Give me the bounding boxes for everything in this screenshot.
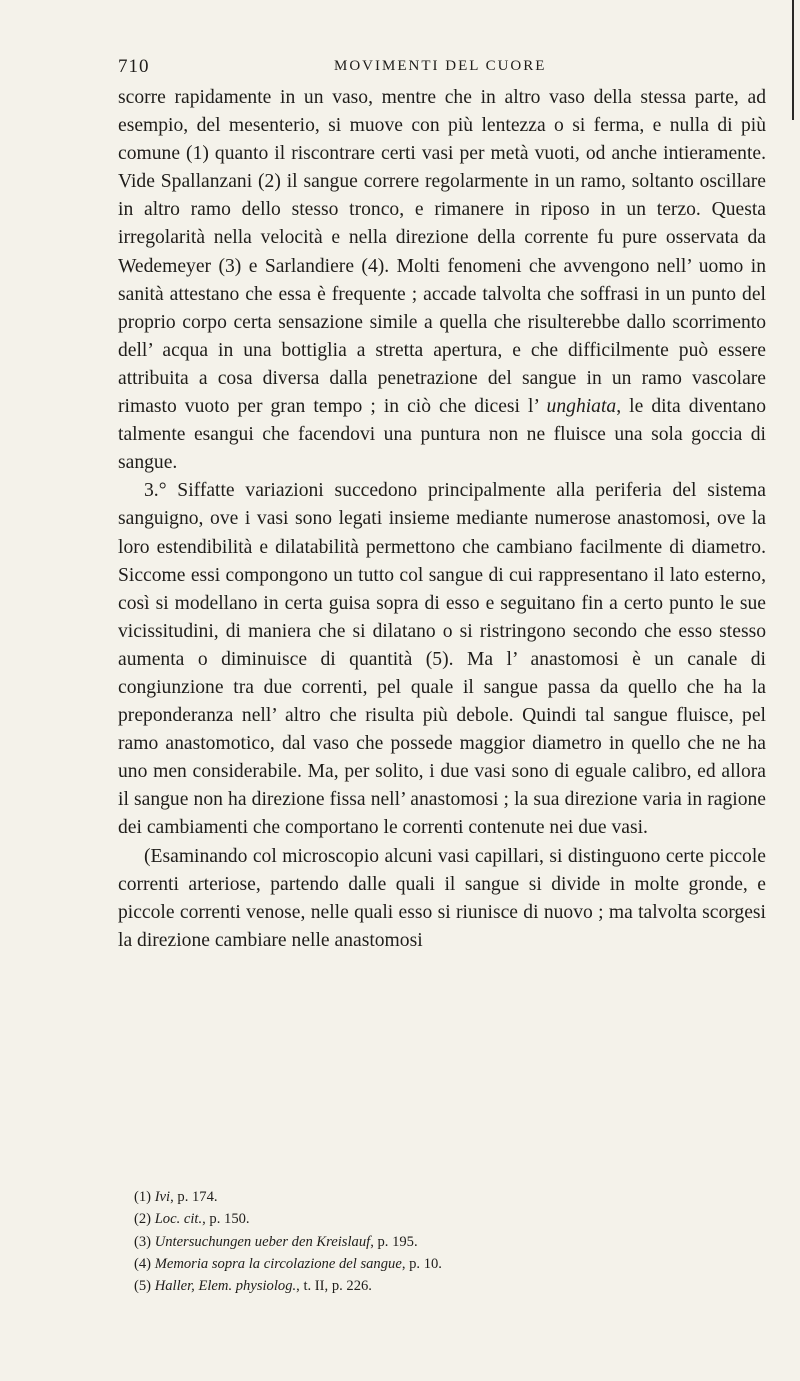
footnote-page: , p. 150. (202, 1211, 250, 1228)
page-number: 710 (118, 56, 150, 77)
footnote-page: , t. II, p. 226. (296, 1278, 372, 1295)
paragraph-observation: (Esaminando col microscopio alcuni vasi capillari, si distinguono certe piccole correnti arteriose, partendo dalle quali il sangue si divide in molte gronde, e piccole correnti venose, nelle quali esso si riunisce di nuovo ; ma talvolta scorgesi la direzione cambiare nelle anastomosi (118, 845, 766, 951)
footnote-source: Haller, Elem. physiolog. (154, 1278, 297, 1295)
footnote (134, 1231, 764, 1253)
running-title: MOVIMENTI DEL CUORE (334, 58, 547, 74)
footnote-number: (1) (134, 1189, 152, 1205)
main-text (118, 84, 766, 955)
footnote-source: Loc. cit. (154, 1211, 203, 1228)
paragraph-3: 3.° Siffatte variazioni succedono principalmente alla periferia del sistema sanguigno, ove i vasi sono legati insieme mediante numerose anastomosi, ove la loro estendibilità e dilatabilità permettono che cambiano facilmente di diametro. Siccome essi compongono un tutto col sangue di cui rappresentano il lato esterno, così si modellano in certa guisa sopra di esso e seguitano fin a certo punto le sue vicissitudini, di maniera che si dilatano o si ristringono secondo che esso stesso aumenta o diminuisce di quantità (5). Ma l’ anastomosi è un canale di congiunzione tra due correnti, pel quale il sangue passa da quello che ha la preponderanza nell’ altro che risulta più debole. Quindi tal sangue fluisce, pel ramo anastomotico, dal vaso che possede maggior diametro in quello che ne ha uno men considerabile. Ma, per solito, i due vasi sono di eguale calibro, ed allora il sangue non ha direzione fissa nell’ anastomosi ; la sua direzione varia in ragione dei cambiamenti che comportano le correnti contenute nei due vasi. (118, 480, 766, 839)
footnote-page: , p. 10. (401, 1255, 442, 1272)
running-head (118, 56, 770, 82)
footnote-number: (4) (134, 1255, 152, 1272)
paragraph-continued (118, 84, 766, 477)
footnote (134, 1275, 764, 1297)
footnote-page: , p. 174. (170, 1189, 218, 1205)
paragraph-1-text-b: , le dita diventano talmente esangui che facendovi una puntura non ne fluisce una sola goccia di sangue. (118, 396, 766, 474)
footnotes (134, 1186, 764, 1297)
footnote-source: Untersuchungen ueber den Kreislauf (154, 1233, 371, 1250)
italic-term: unghiata (546, 396, 617, 418)
footnote-page: , p. 195. (370, 1233, 418, 1250)
footnote-number: (5) (134, 1278, 152, 1295)
footnote (134, 1253, 764, 1275)
footnote-source: Memoria sopra la circolazione del sangue (154, 1255, 402, 1272)
footnote-number: (2) (134, 1211, 152, 1228)
paragraph-1-text-a: scorre rapidamente in un vaso, mentre che in altro vaso della stessa parte, ad esempio, del mesenterio, si muove con più lentezza o si ferma, e nulla di più comune (1) quanto il riscontrare certi vasi per metà vuoti, od anche intieramente. Vide Spallanzani (2) il sangue correre regolarmente in un ramo, soltanto oscillare in altro ramo dello stesso tronco, e rimanere in riposo in un terzo. Questa irregolarità nella velocità e nella direzione della corrente fu pure osservata da Wedemeyer (3) e Sarlandiere (4). Molti fenomeni che avvengono nell’ uomo in sanità attestano che essa è frequente ; accade talvolta che soffrasi in un punto del proprio corpo certa sensazione simile a quella che risulterebbe dallo scorrimento dell’ acqua in una bottiglia a stretta apertura, e che difficilmente può essere attribuita a cosa diversa dalla penetrazione del sangue in un ramo vascolare rimasto vuoto per gran tempo ; in ciò che dicesi l’ (118, 87, 766, 418)
footnote (134, 1208, 764, 1230)
footnote (134, 1186, 764, 1208)
footnote-number: (3) (134, 1233, 152, 1250)
footnote-source: Ivi (154, 1189, 171, 1205)
